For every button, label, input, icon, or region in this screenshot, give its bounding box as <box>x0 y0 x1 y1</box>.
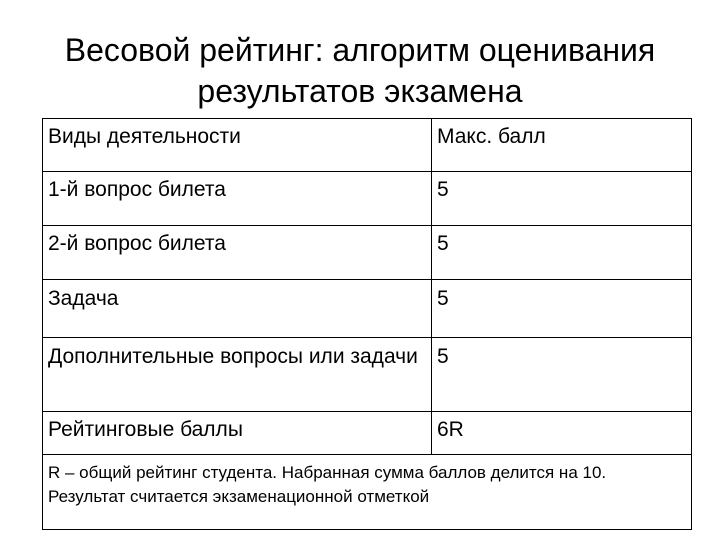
table-note-row <box>43 455 692 530</box>
activity-cell: Задача <box>43 280 432 338</box>
score-cell: 5 <box>432 338 692 412</box>
table-row <box>43 338 692 412</box>
header-activity-types: Виды деятельности <box>43 119 432 172</box>
table-row <box>43 226 692 280</box>
activity-cell: 2-й вопрос билета <box>43 226 432 280</box>
slide-title: Весовой рейтинг: алгоритм оценивания результатов экзамена <box>64 32 656 109</box>
table-row <box>43 412 692 455</box>
table-row <box>43 280 692 338</box>
activity-cell: 1-й вопрос билета <box>43 172 432 226</box>
grading-table <box>42 118 692 530</box>
score-cell: 6R <box>432 412 692 455</box>
header-max-score: Макс. балл <box>432 119 692 172</box>
rating-note: R – общий рейтинг студента. Набранная сумма баллов делится на 10. Результат считается экзаменационной отметкой <box>43 455 692 530</box>
score-cell: 5 <box>432 226 692 280</box>
table-row <box>43 172 692 226</box>
activity-cell: Дополнительные вопросы или задачи <box>43 338 432 412</box>
score-cell: 5 <box>432 172 692 226</box>
score-cell: 5 <box>432 280 692 338</box>
table-header-row <box>43 119 692 172</box>
activity-cell: Рейтинговые баллы <box>43 412 432 455</box>
